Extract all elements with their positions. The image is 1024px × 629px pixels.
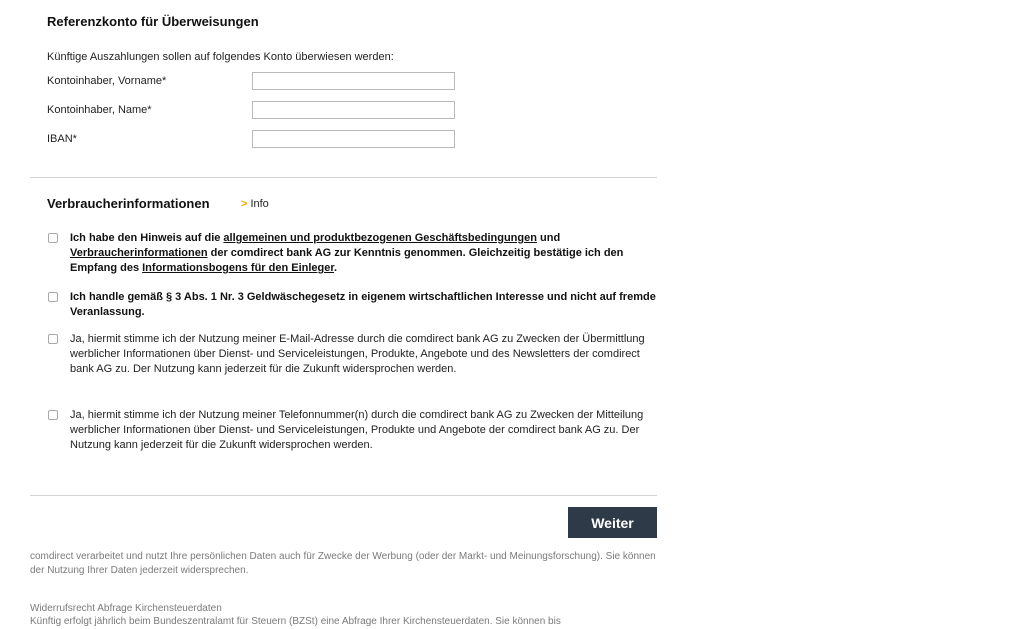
terms-checkbox-row	[48, 231, 658, 276]
info-link[interactable]	[241, 198, 269, 210]
section-divider	[30, 177, 657, 178]
info-link-label: Info	[250, 198, 269, 210]
money-laundering-checkbox-row	[48, 290, 658, 320]
depositor-info-sheet-link[interactable]: Informationsbogens für den Einleger	[142, 262, 335, 274]
last-name-label: Kontoinhaber, Name*	[47, 104, 152, 116]
phone-consent-checkbox-row	[48, 408, 658, 453]
revocation-text: Künftig erfolgt jährlich beim Bundeszentralamt für Steuern (BZSt) eine Abfrage Ihrer Kirchensteuerdaten. Sie können bis	[30, 616, 561, 627]
reference-account-title: Referenzkonto für Überweisungen	[47, 14, 259, 29]
phone-consent-checkbox[interactable]	[48, 410, 58, 420]
revocation-title: Widerrufsrecht Abfrage Kirchensteuerdaten	[30, 603, 222, 614]
terms-checkbox-label	[70, 231, 658, 276]
data-usage-notice: comdirect verarbeitet und nutzt Ihre persönlichen Daten auch für Zwecke der Werbung (oder der Markt- und Meinungsforschung). Sie können der Nutzung Ihrer Daten jederzeit widersprechen.	[30, 551, 656, 576]
consumer-info-title: Verbraucherinformationen	[47, 196, 210, 211]
email-consent-checkbox[interactable]	[48, 334, 58, 344]
next-button[interactable]: Weiter	[568, 507, 657, 538]
first-name-input[interactable]	[252, 72, 455, 90]
terms-conditions-link[interactable]: allgemeinen und produktbezogenen Geschäftsbedingungen	[223, 232, 537, 244]
reference-account-intro: Künftige Auszahlungen sollen auf folgendes Konto überwiesen werden:	[47, 51, 394, 63]
first-name-label: Kontoinhaber, Vorname*	[47, 75, 167, 87]
chevron-right-icon: >	[241, 198, 248, 210]
terms-text-part: der comdirect bank AG zur Kenntnis genommen. Gleichzeitig bestätige ich den Empfang des	[70, 247, 624, 274]
terms-text-part: und	[536, 232, 561, 244]
money-laundering-checkbox[interactable]	[48, 292, 58, 302]
last-name-input[interactable]	[252, 101, 455, 119]
consumer-info-link[interactable]: Verbraucherinformationen	[70, 247, 208, 259]
phone-consent-checkbox-label: Ja, hiermit stimme ich der Nutzung meiner Telefonnummer(n) durch die comdirect bank AG zu Zwecken der Mitteilung werblicher Informationen über Dienst- und Serviceleistungen, Produkte und Angebote der comdirect bank AG zu. Der Nutzung kann jederzeit für die Zukunft widersprochen werden.	[70, 409, 644, 451]
terms-text-part: Ich habe den Hinweis auf die	[70, 232, 224, 244]
actions-divider	[30, 495, 657, 496]
terms-text-part: .	[334, 262, 338, 274]
email-consent-checkbox-row	[48, 332, 658, 377]
email-consent-checkbox-label: Ja, hiermit stimme ich der Nutzung meiner E-Mail-Adresse durch die comdirect bank AG zu Zwecken der Übermittlung werblicher Informationen über Dienst- und Serviceleistungen, Produkte, Angebote und des Newsletters der comdirect bank AG zu. Der Nutzung kann jederzeit für die Zukunft widersprochen werden.	[70, 333, 645, 375]
iban-label: IBAN*	[47, 133, 77, 145]
iban-input[interactable]	[252, 130, 455, 148]
terms-checkbox[interactable]	[48, 233, 58, 243]
money-laundering-checkbox-label: Ich handle gemäß § 3 Abs. 1 Nr. 3 Geldwäschegesetz in eigenem wirtschaftlichen Interesse und nicht auf fremde Veranlassung.	[70, 291, 656, 318]
